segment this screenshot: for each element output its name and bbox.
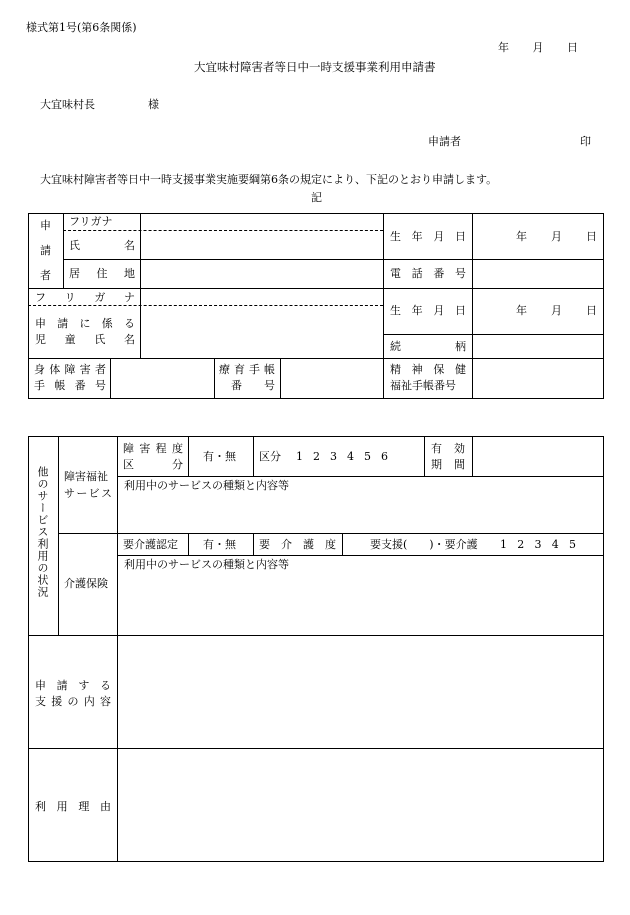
care-cert-label: 要介護認定: [123, 538, 178, 551]
applicant-label: 申請者: [428, 135, 461, 148]
ryoiku-label-line2: 番 号: [231, 379, 275, 392]
support-text: 要支援( )・要介護: [370, 538, 478, 551]
other-services-vertical-label: 他のサービス利用の状況: [36, 466, 49, 598]
child-birthdate-label: 生 年 月 日: [390, 304, 466, 317]
applicant-vertical-3: 者: [40, 269, 51, 282]
birthdate-label: 生 年 月 日: [390, 230, 466, 243]
disability-level-line1: 障 害 程 度: [123, 442, 183, 455]
request-label-line2: 支 援 の 内 容: [35, 695, 111, 708]
care-numbers: 1 2 3 4 5: [500, 538, 576, 551]
applicant-vertical-1: 申: [40, 219, 51, 232]
child-label-line2: 児 童 氏 名: [35, 333, 135, 346]
address-label: 居 住 地: [69, 267, 135, 280]
validity-line2: 期 間: [431, 458, 465, 471]
physical-label-line2: 手 帳 番 号: [34, 379, 106, 392]
mental-label-line1: 精 神 保 健: [390, 363, 466, 376]
honorific: 様: [148, 98, 159, 111]
applicant-vertical-2: 請: [40, 244, 51, 257]
care-yes-no: 有・無: [203, 538, 236, 551]
care-services-in-use: 利用中のサービスの種類と内容等: [124, 558, 289, 571]
date-day-label: 日: [567, 41, 578, 54]
mental-label-line2: 福祉手帳番号: [390, 379, 456, 392]
ryoiku-label-line1: 療 育 手 帳: [219, 363, 275, 376]
disability-level-line2: 区 分: [123, 458, 183, 471]
welfare-label-line2: サ ー ビ ス: [64, 487, 112, 500]
ki-mark: 記: [311, 191, 322, 204]
child-furigana-label: フ リ ガ ナ: [35, 291, 135, 304]
furigana-label: フリガナ: [69, 215, 113, 228]
category-numbers: 1 2 3 4 5 6: [296, 450, 388, 463]
physical-label-line1: 身 体 障 害 者: [34, 363, 106, 376]
care-level-label: 要 介 護 度: [259, 538, 336, 551]
date-year-label: 年: [498, 41, 509, 54]
phone-label: 電 話 番 号: [390, 267, 466, 280]
form-number: 様式第1号(第6条関係): [26, 21, 137, 34]
date-line: [498, 42, 578, 53]
addressee: 大宜味村長: [40, 98, 95, 111]
page-title: 大宜味村障害者等日中一時支援事業利用申請書: [194, 60, 436, 74]
seal-mark: 印: [580, 135, 591, 148]
relation-label: 続 柄: [390, 340, 466, 353]
date-month-label: 月: [532, 41, 544, 54]
reason-label: 利 用 理 由: [35, 800, 111, 813]
welfare-services-in-use: 利用中のサービスの種類と内容等: [124, 479, 289, 492]
care-insurance-label: 介護保険: [64, 577, 108, 590]
child-birthdate-value: 年 月 日: [516, 304, 597, 317]
request-label-line1: 申 請 す る: [35, 679, 111, 692]
birthdate-value: 年 月 日: [516, 230, 597, 243]
child-label-line1: 申 請 に 係 る: [35, 317, 135, 330]
welfare-label-line1: 障害福祉: [64, 470, 108, 483]
name-label: 氏 名: [69, 239, 135, 252]
validity-line1: 有 効: [431, 442, 465, 455]
disability-yes-no: 有・無: [203, 450, 236, 463]
category-label: 区分: [259, 450, 281, 463]
statement: 大宜味村障害者等日中一時支援事業実施要綱第6条の規定により、下記のとおり申請します。: [40, 173, 498, 186]
